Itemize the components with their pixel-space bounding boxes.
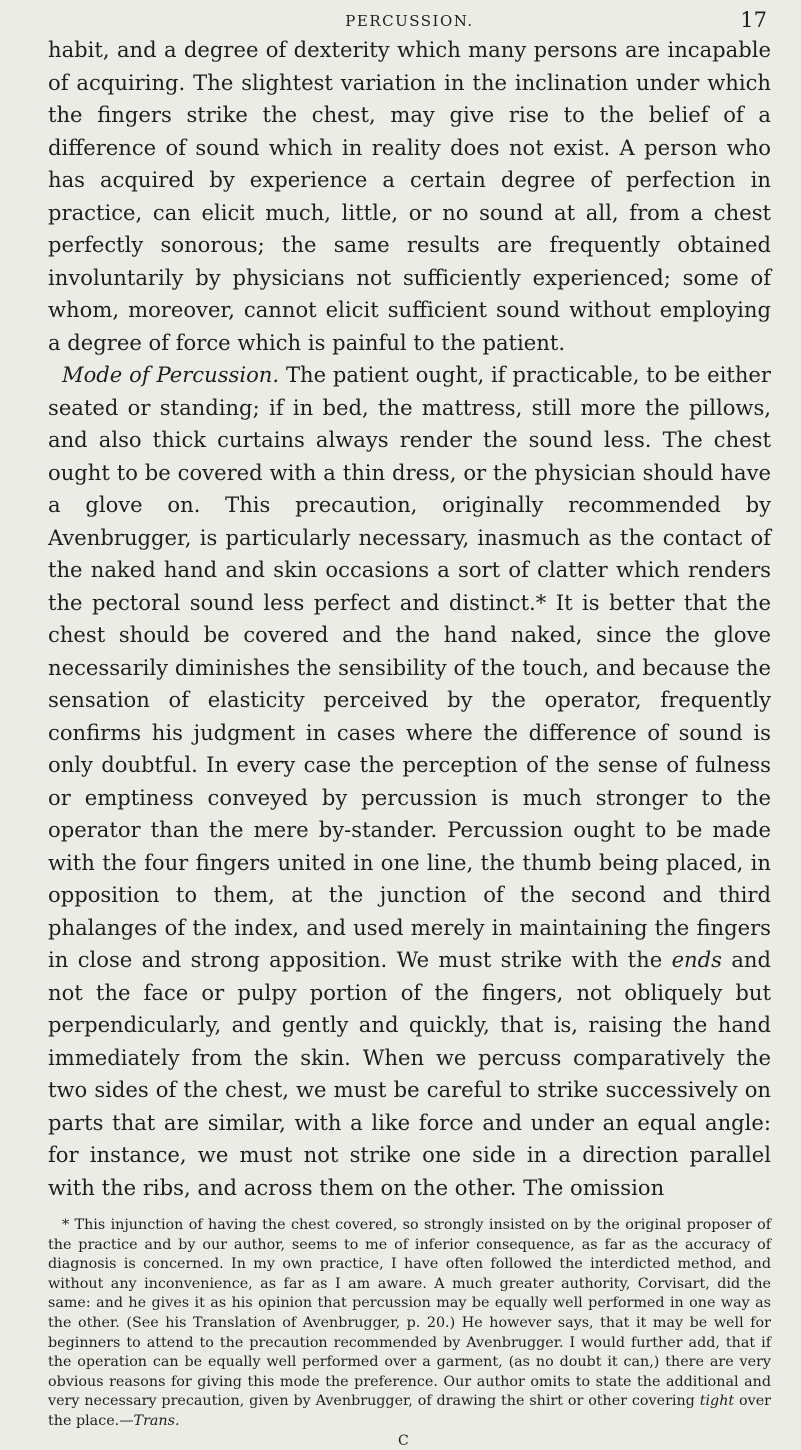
emphasized-word: ends	[671, 947, 722, 972]
paragraph-mode-of-percussion	[48, 359, 771, 1204]
page-number: 17	[740, 8, 767, 32]
paragraph-continued: habit, and a degree of dexterity which many persons are incapable of acquiring. The slightest variation in the inclination under which the fingers strike the chest, may give rise to the belief of a difference of sound which in reality does not exist. A person who has acquired by experience a certain degree of perfection in practice, can elicit much, little, or no sound at all, from a chest perfectly sonorous; the same results are frequently obtained involuntarily by physicians not sufficiently experienced; some of whom, moreover, cannot elicit sufficient sound without employing a degree of force which is painful to the patient.	[48, 37, 771, 355]
footnote	[48, 1216, 771, 1450]
translator-credit: Trans.	[133, 1412, 180, 1429]
footnote-text	[48, 1216, 771, 1432]
footnote-text-part-1: * This injunction of having the chest covered, so strongly insisted on by the original proposer of the practice and by our author, seems to me of inferior consequence, as far as the accuracy of diagnosis is concerned. In my own practice, I have often followed the interdicted method, and without any inconvenience, as far as I am aware. A much greater authority, Corvisart, did the same: and he gives it as his opinion that percussion may be equally well performed in one way as the other. (See his Translation of Avenbrugger, p. 20.) He however says, that it may be well for beginners to attend to the precaution recommended by Avenbrugger. I would further add, that if the operation can be equally well performed over a garment, (as no doubt it can,) there are very obvious reasons for giving this mode the preference. Our author omits to state the additional and very necessary precaution, given by Avenbrugger, of drawing the shirt or other covering	[48, 1217, 771, 1410]
footnote-text-part-2: over the place.—	[48, 1393, 772, 1429]
signature-mark: C	[398, 1432, 409, 1449]
body-text	[48, 34, 771, 1204]
paragraph-text-part-1: The patient ought, if practicable, to be either seated or standing; if in bed, the mattress, still more the pillows, and also thick curtains always render the sound less. The chest ought to be covered with a thin dress, or the physician should have a glove on. This precaution, originally recommended by Avenbrugger, is particularly necessary, inasmuch as the contact of the naked hand and skin occasions a sort of clatter which renders the pectoral sound less perfect and distinct.* It is better that the chest should be covered and the hand naked, since the glove necessarily diminishes the sensibility of the touch, and because the sensation of elasticity perceived by the operator, frequently confirms his judgment in cases where the difference of sound is only doubtful. In every case the perception of the sense of fulness or emptiness conveyed by percussion is much stronger to the operator than the mere by-stander. Percussion ought to be made with the four fingers united in one line, the thumb being placed, in opposition to them, at the junction of the second and third phalanges of the index, and used merely in maintaining the fingers in close and strong apposition. We must strike with the	[48, 362, 771, 972]
footnote-emphasized-word: tight	[699, 1393, 735, 1410]
paragraph-text-part-2: and not the face or pulpy portion of the fingers, not obliquely but perpendicularly, and gently and quickly, that is, raising the hand immediately from the skin. When we percuss comparatively the two sides of the chest, we must be careful to strike successively on parts that are similar, with a like force and under an equal angle: for instance, we must not strike one side in a direction parallel with the ribs, and across them on the other. The omission	[48, 947, 771, 1200]
running-head	[48, 6, 771, 34]
run-in-heading: Mode of Percussion.	[62, 362, 280, 387]
running-title: PERCUSSION.	[345, 12, 474, 30]
